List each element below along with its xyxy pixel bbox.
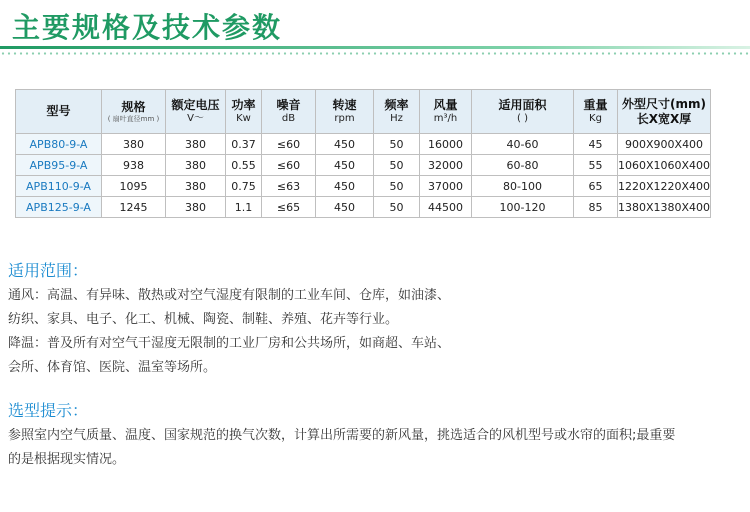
header-divider (0, 46, 750, 49)
table-cell: ≤60 (262, 134, 316, 155)
scope-text (8, 284, 450, 380)
header-weight: 重量 Kg (574, 90, 618, 134)
header-spec: 规格 ( 扇叶直径mm ) (102, 90, 166, 134)
table-cell: 100-120 (472, 197, 574, 218)
header-model: 型号 (16, 90, 102, 134)
table-cell: 44500 (420, 197, 472, 218)
page-header (0, 0, 750, 62)
header-power: 功率 Kw (226, 90, 262, 134)
table-cell: 1380X1380X400 (618, 197, 711, 218)
header-noise: 噪音 dB (262, 90, 316, 134)
table-cell: 380 (166, 134, 226, 155)
scope-line: 通风：高温、有异味、散热或对空气湿度有限制的工业车间、仓库，如油漆、 (8, 288, 451, 303)
model-cell: APB95-9-A (16, 155, 102, 176)
selection-line: 的是根据现实情况。 (8, 452, 126, 467)
table-cell: 900X900X400 (618, 134, 711, 155)
table-cell: 50 (374, 176, 420, 197)
table-cell: ≤65 (262, 197, 316, 218)
table-cell: 1245 (102, 197, 166, 218)
header-area: 适用面积 ( ) (472, 90, 574, 134)
table-cell: 50 (374, 134, 420, 155)
table-cell: 380 (102, 134, 166, 155)
header-title: 主要规格及技术参数 (12, 11, 283, 44)
table-cell: 1220X1220X400 (618, 176, 711, 197)
table-row (16, 197, 711, 218)
table-cell: 32000 (420, 155, 472, 176)
table-cell: 380 (166, 197, 226, 218)
header-speed: 转速 rpm (316, 90, 374, 134)
table-cell: 50 (374, 197, 420, 218)
table-cell: 80-100 (472, 176, 574, 197)
table-cell: 85 (574, 197, 618, 218)
table-cell: 40-60 (472, 134, 574, 155)
table-cell: 50 (374, 155, 420, 176)
scope-line: 降温：普及所有对空气干湿度无限制的工业厂房和公共场所，如商超、车站、 (8, 336, 451, 351)
model-cell: APB110-9-A (16, 176, 102, 197)
scope-line: 纺织、家具、电子、化工、机械、陶瓷、制鞋、养殖、花卉等行业。 (8, 312, 399, 327)
spec-table (15, 89, 711, 218)
table-cell: 450 (316, 155, 374, 176)
table-cell: 380 (166, 176, 226, 197)
table-row (16, 134, 711, 155)
header-dimensions: 外型尺寸(mm) 长X宽X厚 (618, 90, 711, 134)
scope-line: 会所、体育馆、医院、温室等场所。 (8, 360, 217, 375)
table-cell: 0.37 (226, 134, 262, 155)
table-cell: ≤63 (262, 176, 316, 197)
model-cell: APB125-9-A (16, 197, 102, 218)
table-cell: 60-80 (472, 155, 574, 176)
table-cell: 37000 (420, 176, 472, 197)
table-cell: 938 (102, 155, 166, 176)
table-cell: 65 (574, 176, 618, 197)
table-cell: 450 (316, 197, 374, 218)
table-cell: 450 (316, 176, 374, 197)
table-cell: ≤60 (262, 155, 316, 176)
table-row (16, 155, 711, 176)
selection-text (8, 424, 675, 472)
table-header-row (16, 90, 711, 134)
header-airflow: 风量 m³/h (420, 90, 472, 134)
header-dotted-line (0, 52, 750, 55)
table-cell: 45 (574, 134, 618, 155)
selection-line: 参照室内空气质量、温度、国家规范的换气次数，计算出所需要的新风量，挑选适合的风机型号或水帘的面积;最重要 (8, 428, 676, 443)
table-cell: 380 (166, 155, 226, 176)
header-frequency: 频率 Hz (374, 90, 420, 134)
model-cell: APB80-9-A (16, 134, 102, 155)
table-cell: 450 (316, 134, 374, 155)
table-cell: 0.55 (226, 155, 262, 176)
table-cell: 1060X1060X400 (618, 155, 711, 176)
table-cell: 0.75 (226, 176, 262, 197)
table-cell: 55 (574, 155, 618, 176)
table-cell: 1.1 (226, 197, 262, 218)
table-cell: 1095 (102, 176, 166, 197)
header-voltage: 额定电压 V～ (166, 90, 226, 134)
selection-title: 选型提示： (8, 401, 89, 420)
table-row (16, 176, 711, 197)
scope-title: 适用范围： (8, 261, 89, 280)
table-cell: 16000 (420, 134, 472, 155)
